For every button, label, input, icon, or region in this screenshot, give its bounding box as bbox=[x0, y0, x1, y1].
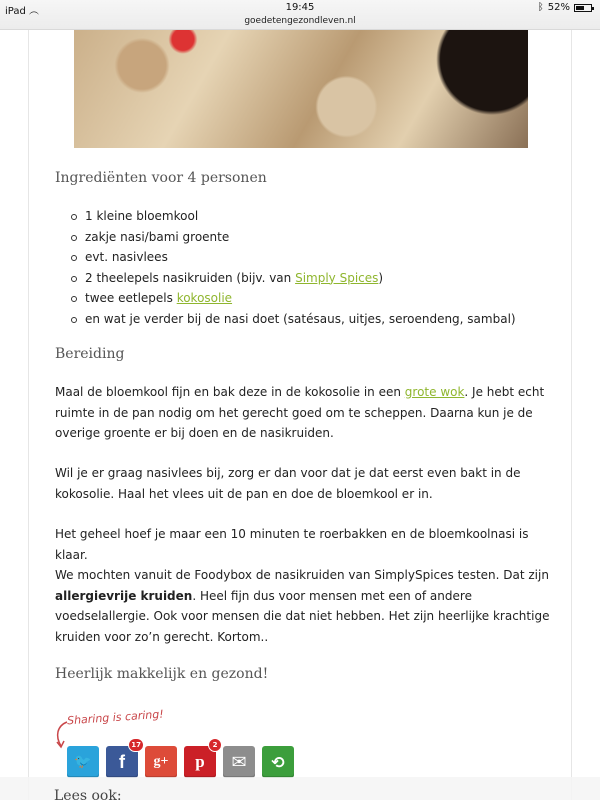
article-card bbox=[28, 30, 572, 800]
grote-wok-link[interactable]: grote wok bbox=[404, 385, 465, 399]
envelope-icon: ✉ bbox=[231, 751, 247, 773]
ios-status-bar bbox=[0, 0, 600, 30]
facebook-icon: f bbox=[119, 751, 125, 772]
ingredient-item: zakje nasi/bami groente bbox=[71, 227, 516, 248]
ingredient-item: 1 kleine bloemkool bbox=[71, 206, 516, 227]
paragraph-text: Maal de bloemkool fijn en bak deze in de kokosolie in een bbox=[55, 385, 405, 399]
read-also-heading: Lees ook: bbox=[54, 788, 122, 800]
google-plus-share-button[interactable] bbox=[145, 746, 177, 778]
email-share-button[interactable] bbox=[223, 746, 255, 778]
pinterest-count-badge: 2 bbox=[208, 738, 222, 752]
clock: 19:45 bbox=[285, 2, 315, 13]
twitter-share-button[interactable] bbox=[67, 746, 99, 778]
paragraph bbox=[55, 565, 555, 647]
twitter-icon: 🐦 bbox=[74, 754, 92, 770]
ingredients-list bbox=[71, 206, 516, 329]
ingredient-item bbox=[71, 288, 516, 309]
kokosolie-link[interactable]: kokosolie bbox=[176, 291, 233, 305]
battery-percent: 52% bbox=[547, 2, 570, 13]
bluetooth-icon: ᛒ bbox=[537, 2, 544, 13]
facebook-share-button[interactable] bbox=[106, 741, 141, 778]
share-buttons bbox=[67, 741, 294, 778]
paragraph-text: . Heel fijn dus voor mensen met een of andere voedselallergie. Ook voor mensen die dat niet hebben. Het zijn heerlijke krachtige kruiden voor zo’n gerecht. Kortom.. bbox=[55, 588, 550, 644]
ingredient-item bbox=[71, 268, 516, 289]
pinterest-share-button[interactable] bbox=[184, 741, 218, 778]
address-bar[interactable]: goedetengezondleven.nl bbox=[244, 16, 356, 26]
wifi-icon: ︵ bbox=[29, 6, 40, 17]
ingredient-text: ) bbox=[378, 270, 384, 285]
ingredient-item: en wat je verder bij de nasi doet (satésaus, uitjes, seroendeng, sambal) bbox=[71, 309, 516, 330]
battery-icon bbox=[574, 4, 592, 12]
more-share-button[interactable] bbox=[262, 746, 294, 778]
paragraph-text: We mochten vanuit de Foodybox de nasikruiden van SimplySpices testen. Dat zijn bbox=[55, 568, 549, 582]
ingredient-text: 2 theelepels nasikruiden (bijv. van bbox=[85, 270, 296, 285]
device-label: iPad bbox=[5, 6, 26, 17]
ingredients-heading: Ingrediënten voor 4 personen bbox=[55, 170, 267, 186]
closing-heading: Heerlijk makkelijk en gezond! bbox=[55, 666, 269, 682]
recipe-photo bbox=[74, 30, 528, 148]
preparation-heading: Bereiding bbox=[55, 346, 125, 362]
ingredient-text: twee eetlepels bbox=[85, 291, 177, 305]
ingredient-item: evt. nasivlees bbox=[71, 247, 516, 268]
sharing-note: Sharing is caring! bbox=[66, 707, 165, 728]
paragraph-text: . Je hebt echt ruimte in de pan nodig om het gerecht goed om te scheppen. Daarna kun je de overige groente er bij doen en de nasikruiden. bbox=[55, 385, 545, 440]
bold-text: allergievrije kruiden bbox=[55, 588, 193, 603]
paragraph: Wil je er graag nasivlees bij, zorg er dan voor dat je dat eerst even bakt in de kokosolie. Haal het vlees uit de pan en doe de bloemkool er in. bbox=[55, 466, 521, 501]
pinterest-icon: p bbox=[195, 752, 205, 771]
paragraph: Het geheel hoef je maar een 10 minuten te roerbakken en de bloemkoolnasi is klaar. bbox=[55, 527, 529, 562]
facebook-count-badge: 17 bbox=[128, 738, 144, 752]
status-right bbox=[538, 2, 592, 13]
simply-spices-link[interactable]: Simply Spices bbox=[295, 270, 379, 285]
paragraph bbox=[55, 382, 555, 444]
google-plus-icon: g+ bbox=[153, 754, 169, 769]
share-icon: ⟲ bbox=[271, 752, 285, 772]
